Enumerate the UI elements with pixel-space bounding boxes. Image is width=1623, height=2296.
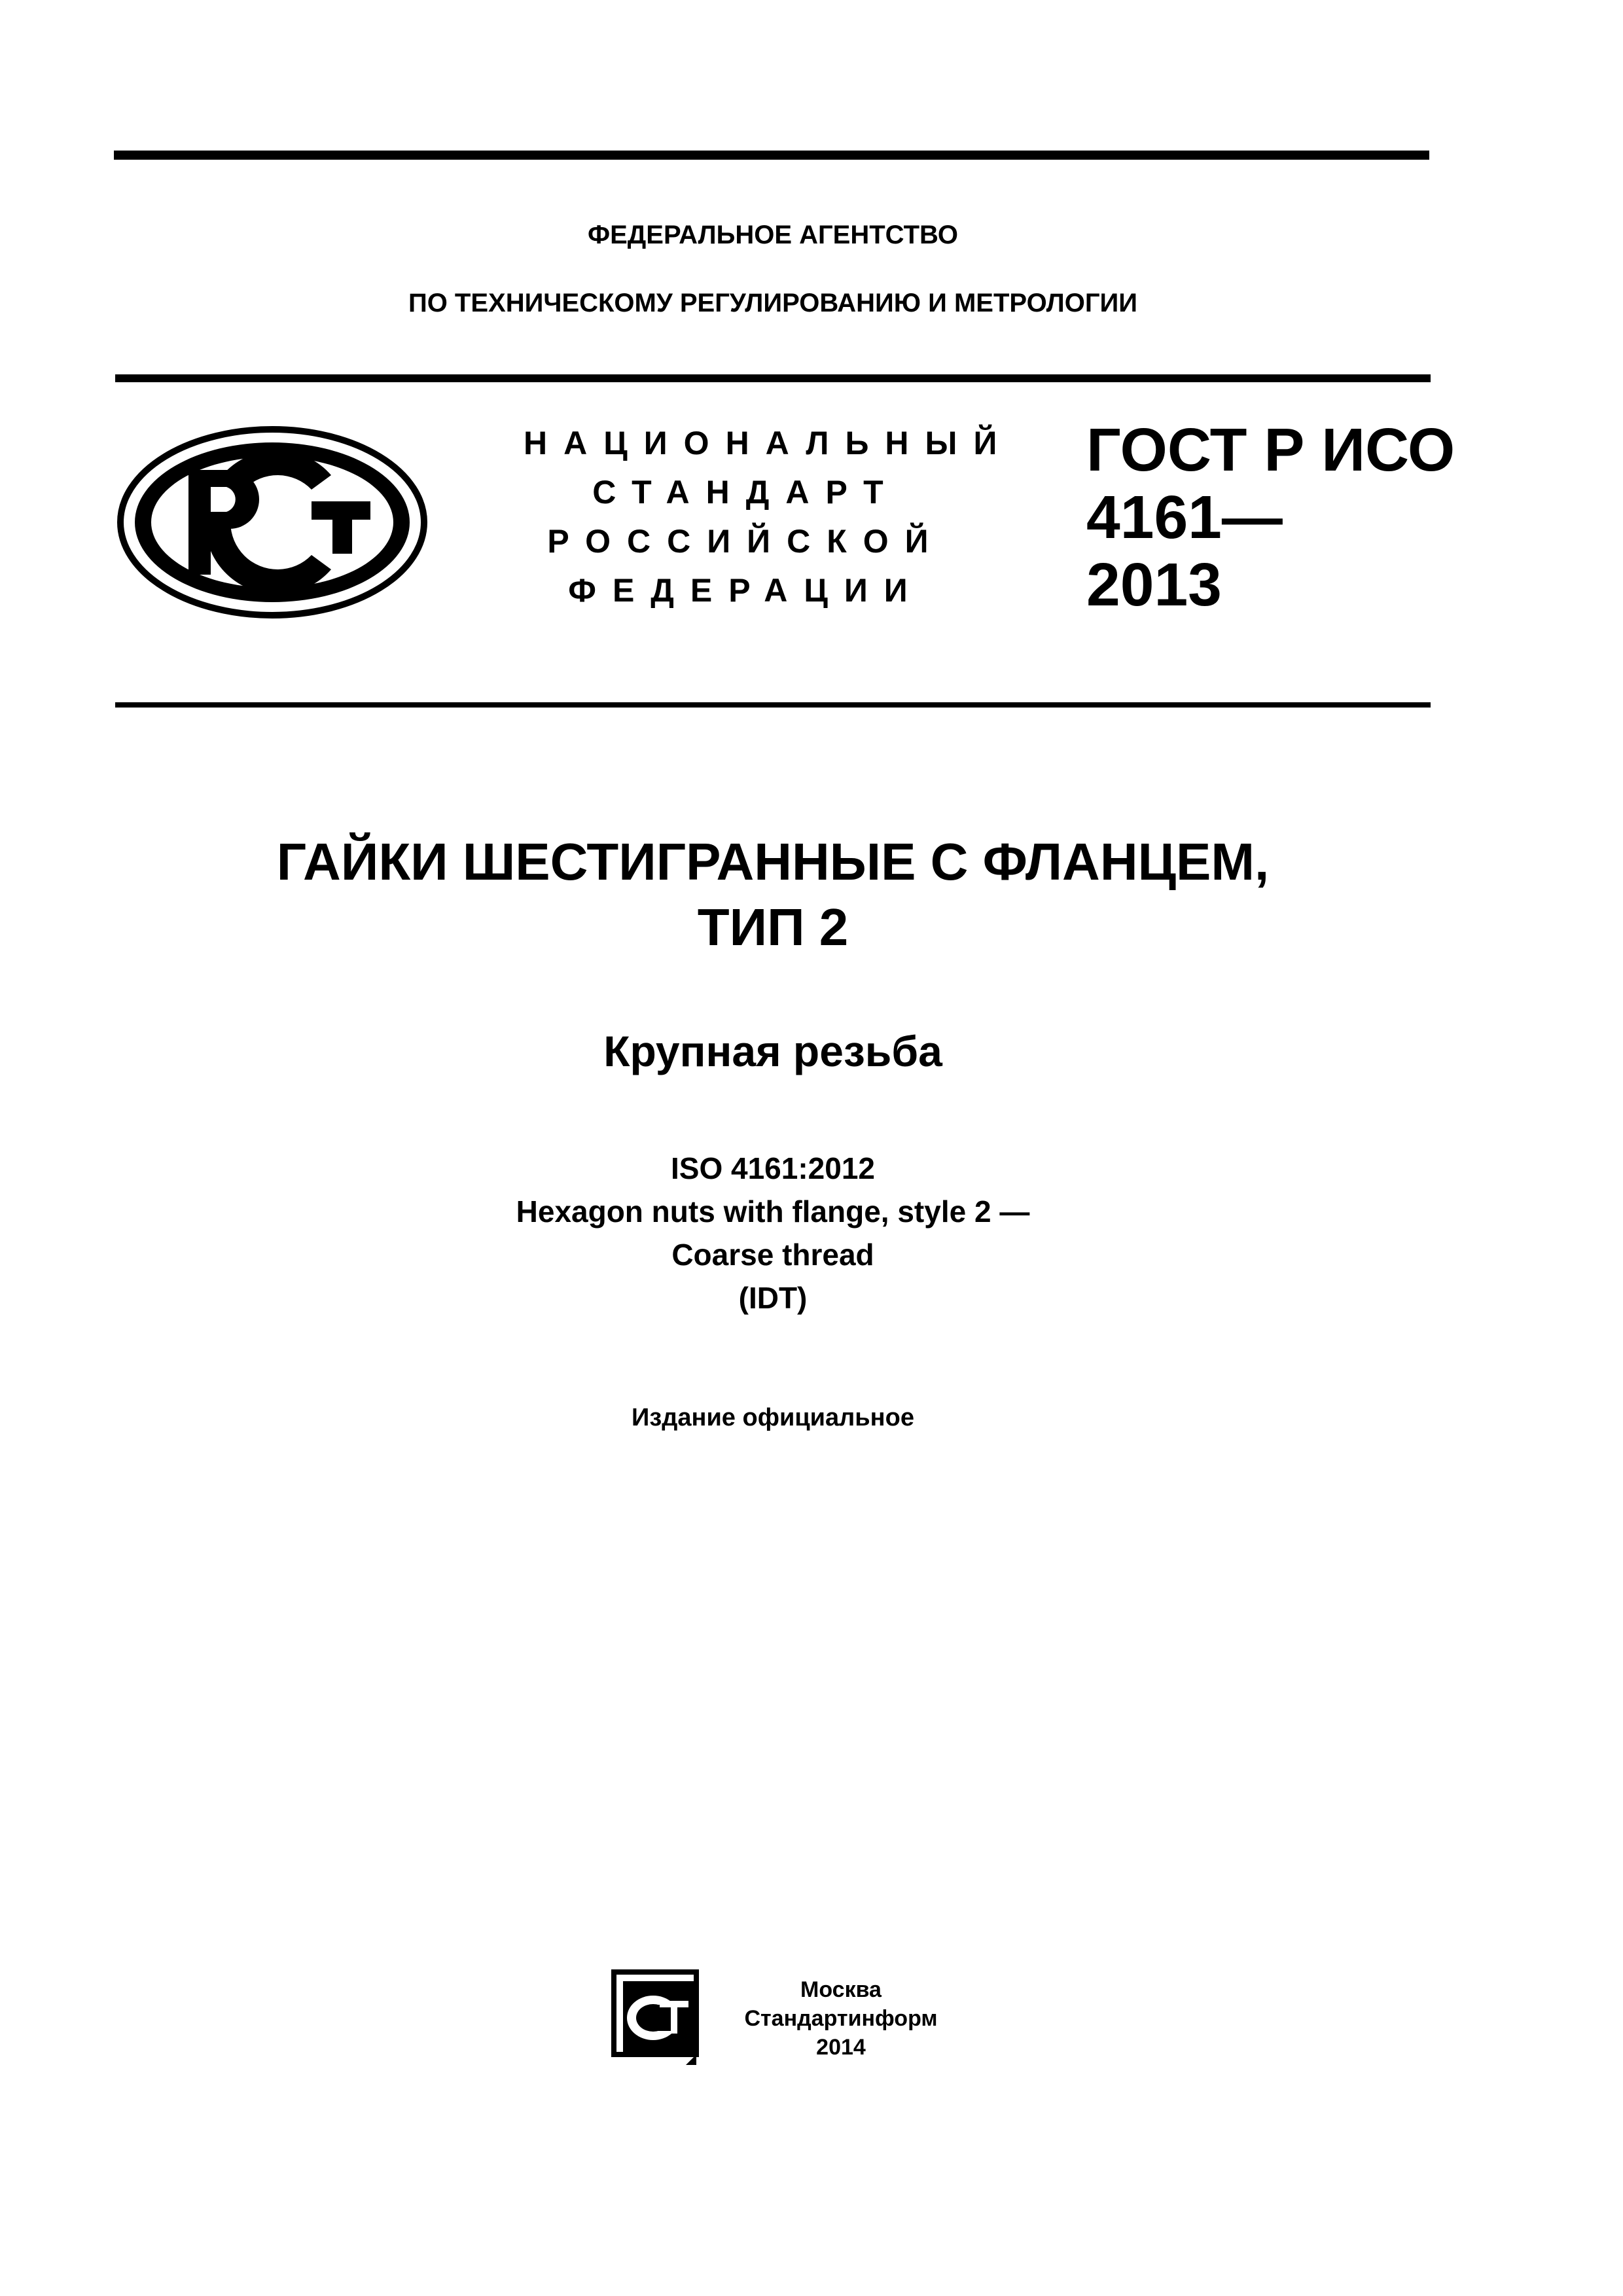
standard-block-bottom-rule — [115, 702, 1431, 708]
publisher-info — [720, 1975, 962, 2062]
pct-logo-icon — [115, 424, 429, 620]
iso-equivalence: (IDT) — [738, 1281, 808, 1315]
iso-reference — [115, 1147, 1431, 1319]
publisher-city: Москва — [800, 1977, 882, 2002]
iso-title-line-1: Hexagon nuts with flange, style 2 — — [516, 1194, 1030, 1229]
gost-line-2: 4161— — [1086, 483, 1283, 551]
iso-title-line-2: Coarse thread — [671, 1238, 874, 1272]
publisher-year: 2014 — [816, 2035, 866, 2060]
title-line-2: ТИП 2 — [697, 898, 849, 956]
national-standard-label — [524, 419, 1014, 615]
publisher-logo-icon — [609, 1967, 707, 2065]
gost-number — [1086, 416, 1479, 619]
national-line-2: СТАНДАРТ — [592, 474, 900, 511]
agency-line-1: ФЕДЕРАЛЬНОЕ АГЕНТСТВО — [587, 221, 959, 249]
document-title — [115, 829, 1431, 960]
national-line-1: НАЦИОНАЛЬНЫЙ — [524, 425, 1014, 461]
edition-label: Издание официальное — [632, 1404, 914, 1431]
iso-code: ISO 4161:2012 — [670, 1151, 875, 1185]
agency-line-2: ПО ТЕХНИЧЕСКОМУ РЕГУЛИРОВАНИЮ И МЕТРОЛОГИИ — [408, 289, 1138, 317]
gost-line-1: ГОСТ Р ИСО — [1086, 416, 1455, 484]
document-subtitle: Крупная резьба — [603, 1027, 942, 1075]
publisher-name: Стандартинформ — [744, 2006, 938, 2031]
gost-line-3: 2013 — [1086, 550, 1222, 619]
title-line-1: ГАЙКИ ШЕСТИГРАННЫЕ С ФЛАНЦЕМ, — [276, 833, 1270, 891]
national-line-4: ФЕДЕРАЦИИ — [568, 572, 924, 609]
national-line-3: РОССИЙСКОЙ — [547, 523, 945, 560]
top-rule — [114, 151, 1429, 160]
standard-block-top-rule — [115, 374, 1431, 382]
